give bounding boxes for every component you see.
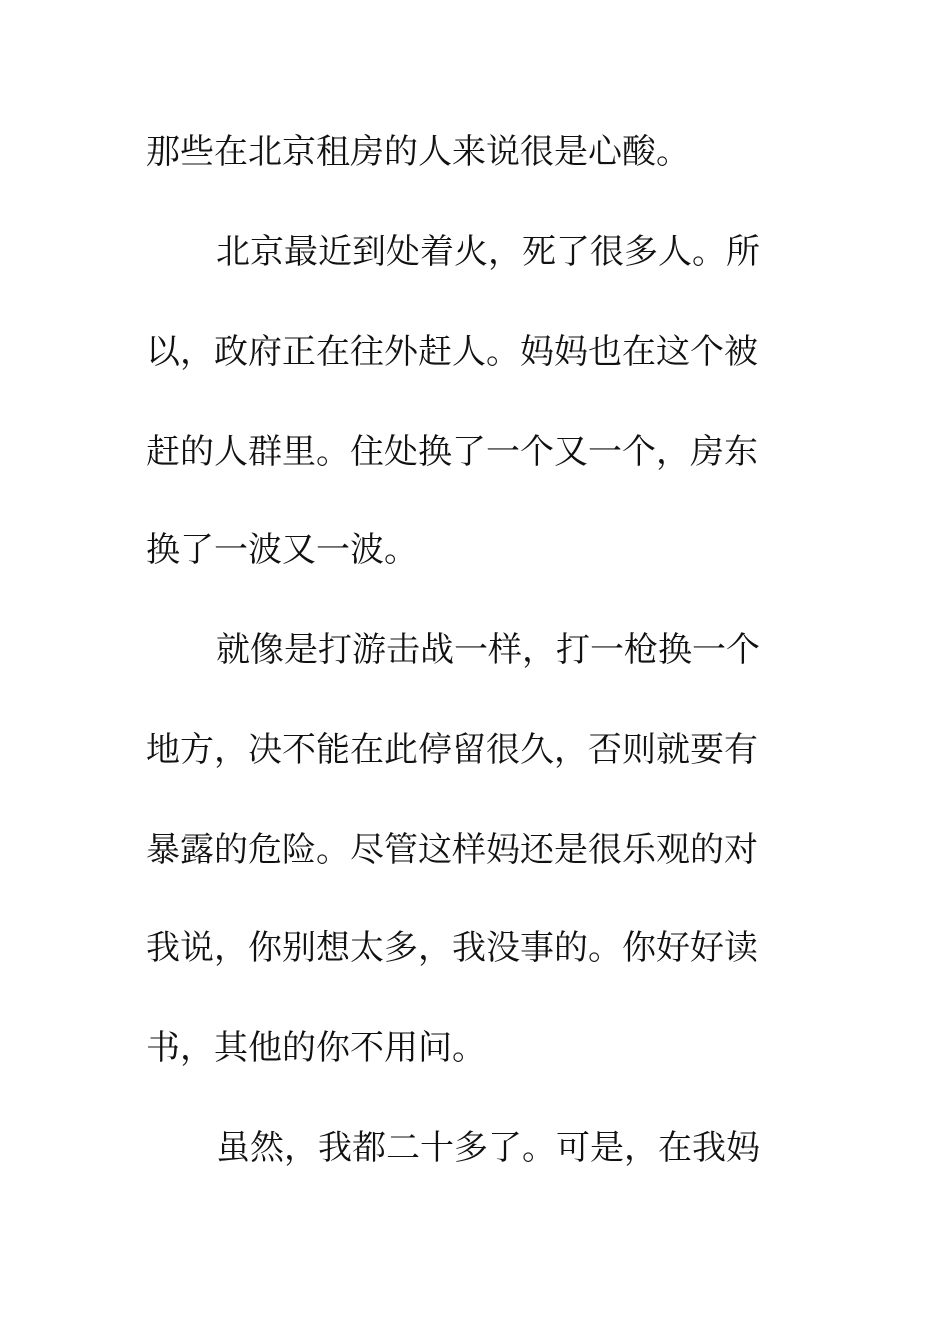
text-line: 以，政府正在往外赶人。妈妈也在这个被 — [146, 332, 758, 372]
text-line: 地方，决不能在此停留很久，否则就要有 — [146, 730, 758, 770]
text-line: 换了一波又一波。 — [146, 530, 418, 570]
paragraph-first-line: 虽然，我都二十多了。可是，在我妈 — [216, 1128, 760, 1168]
text-line: 我说，你别想太多，我没事的。你好好读 — [146, 928, 758, 968]
text-line: 赶的人群里。住处换了一个又一个，房东 — [146, 432, 758, 472]
text-line: 书，其他的你不用问。 — [146, 1028, 486, 1068]
paragraph-first-line: 就像是打游击战一样，打一枪换一个 — [216, 630, 760, 670]
text-line: 那些在北京租房的人来说很是心酸。 — [146, 132, 690, 172]
text-line: 暴露的危险。尽管这样妈还是很乐观的对 — [146, 830, 758, 870]
paragraph-first-line: 北京最近到处着火，死了很多人。所 — [216, 232, 760, 272]
